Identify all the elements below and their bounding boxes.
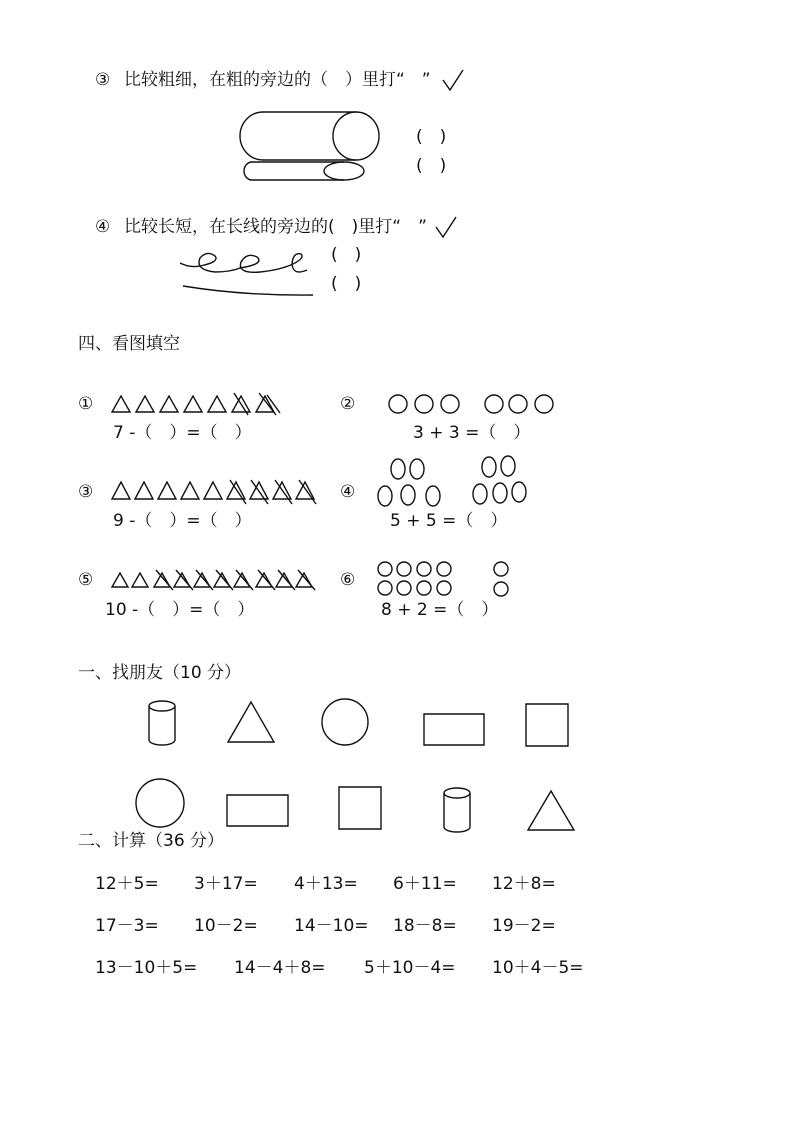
calc-row1-item1[interactable]: 12＋5=: [95, 874, 159, 894]
calc-row1-item3[interactable]: 4＋13=: [294, 874, 358, 894]
calc-row3-item1[interactable]: 13－10＋5=: [95, 958, 198, 978]
circle-shape-top[interactable]: [322, 699, 368, 745]
calc-row1-item2[interactable]: 3＋17=: [194, 874, 258, 894]
square-shape-top[interactable]: [526, 704, 568, 746]
question-4-text: 比较长短，在长线的旁边的( )里打“ ”: [124, 217, 427, 237]
calc-row2-item4[interactable]: 18－8=: [393, 916, 457, 936]
item-5-equation[interactable]: 10 -（ ）=（ ）: [105, 600, 255, 620]
rectangle-shape-bottom[interactable]: [227, 795, 288, 826]
item-6-number: ⑥: [340, 570, 356, 590]
curly-line: [180, 253, 307, 272]
item-6-equation[interactable]: 8 + 2 =（ ）: [381, 600, 499, 620]
triangle-shape-bottom[interactable]: [528, 791, 574, 830]
checkmark-icon: [440, 66, 466, 96]
calc-row2-item3[interactable]: 14－10=: [294, 916, 369, 936]
item-4-equation[interactable]: 5 + 5 =（ ）: [390, 511, 508, 531]
calc-row3-item3[interactable]: 5＋10－4=: [364, 958, 456, 978]
calc-row2-item1[interactable]: 17－3=: [95, 916, 159, 936]
item-1-equation[interactable]: 7 -（ ）=（ ）: [113, 423, 252, 443]
item-1-number: ①: [78, 394, 94, 414]
circle-shape-bottom[interactable]: [136, 779, 184, 827]
thin-cylinder: [244, 162, 364, 180]
answer-paren-straight[interactable]: ( ): [331, 274, 362, 294]
length-compare-figure: [175, 248, 325, 300]
item-2-equation[interactable]: 3 + 3 =（ ）: [413, 423, 531, 443]
item-4-number: ④: [340, 482, 356, 502]
circles-group-2: [388, 392, 558, 416]
triangles-group-3: [110, 478, 320, 502]
calc-row1-item5[interactable]: 12＋8=: [492, 874, 556, 894]
calc-row2-item2[interactable]: 10－2=: [194, 916, 258, 936]
calc-row1-item4[interactable]: 6＋11=: [393, 874, 457, 894]
question-3-number: ③: [95, 70, 111, 90]
answer-paren-thick[interactable]: ( ): [416, 127, 447, 147]
item-3-equation[interactable]: 9 -（ ）=（ ）: [113, 511, 252, 531]
circles-group-6: [376, 559, 516, 601]
section-title-calculate: 二、计算（36 分）: [78, 831, 225, 851]
section-title-look-fill: 四、看图填空: [78, 334, 180, 354]
cylinder-shape-bottom[interactable]: [444, 788, 470, 832]
thick-cylinder: [240, 112, 379, 160]
question-3-text: 比较粗细，在粗的旁边的（ ）里打“ ”: [124, 70, 431, 90]
matching-shapes: [130, 696, 590, 836]
ovals-group-4: [376, 456, 532, 508]
calc-row3-item2[interactable]: 14－4＋8=: [234, 958, 326, 978]
item-2-number: ②: [340, 394, 356, 414]
answer-paren-thin[interactable]: ( ): [416, 156, 447, 176]
section-title-find-friends: 一、找朋友（10 分）: [78, 663, 242, 683]
calc-row2-item5[interactable]: 19－2=: [492, 916, 556, 936]
checkmark-icon: [433, 213, 459, 243]
rectangle-shape-top[interactable]: [424, 714, 484, 745]
triangle-shape-top[interactable]: [228, 702, 274, 742]
square-shape-bottom[interactable]: [339, 787, 381, 829]
item-5-number: ⑤: [78, 570, 94, 590]
cylinder-shape-top[interactable]: [149, 701, 175, 745]
item-3-number: ③: [78, 482, 94, 502]
calc-row3-item4[interactable]: 10＋4－5=: [492, 958, 584, 978]
thickness-compare-figure: [238, 108, 383, 186]
triangles-group-1: [110, 393, 290, 415]
answer-paren-curly[interactable]: ( ): [331, 245, 362, 265]
question-4-number: ④: [95, 217, 111, 237]
straight-line: [183, 286, 313, 295]
triangles-group-5: [110, 569, 320, 591]
